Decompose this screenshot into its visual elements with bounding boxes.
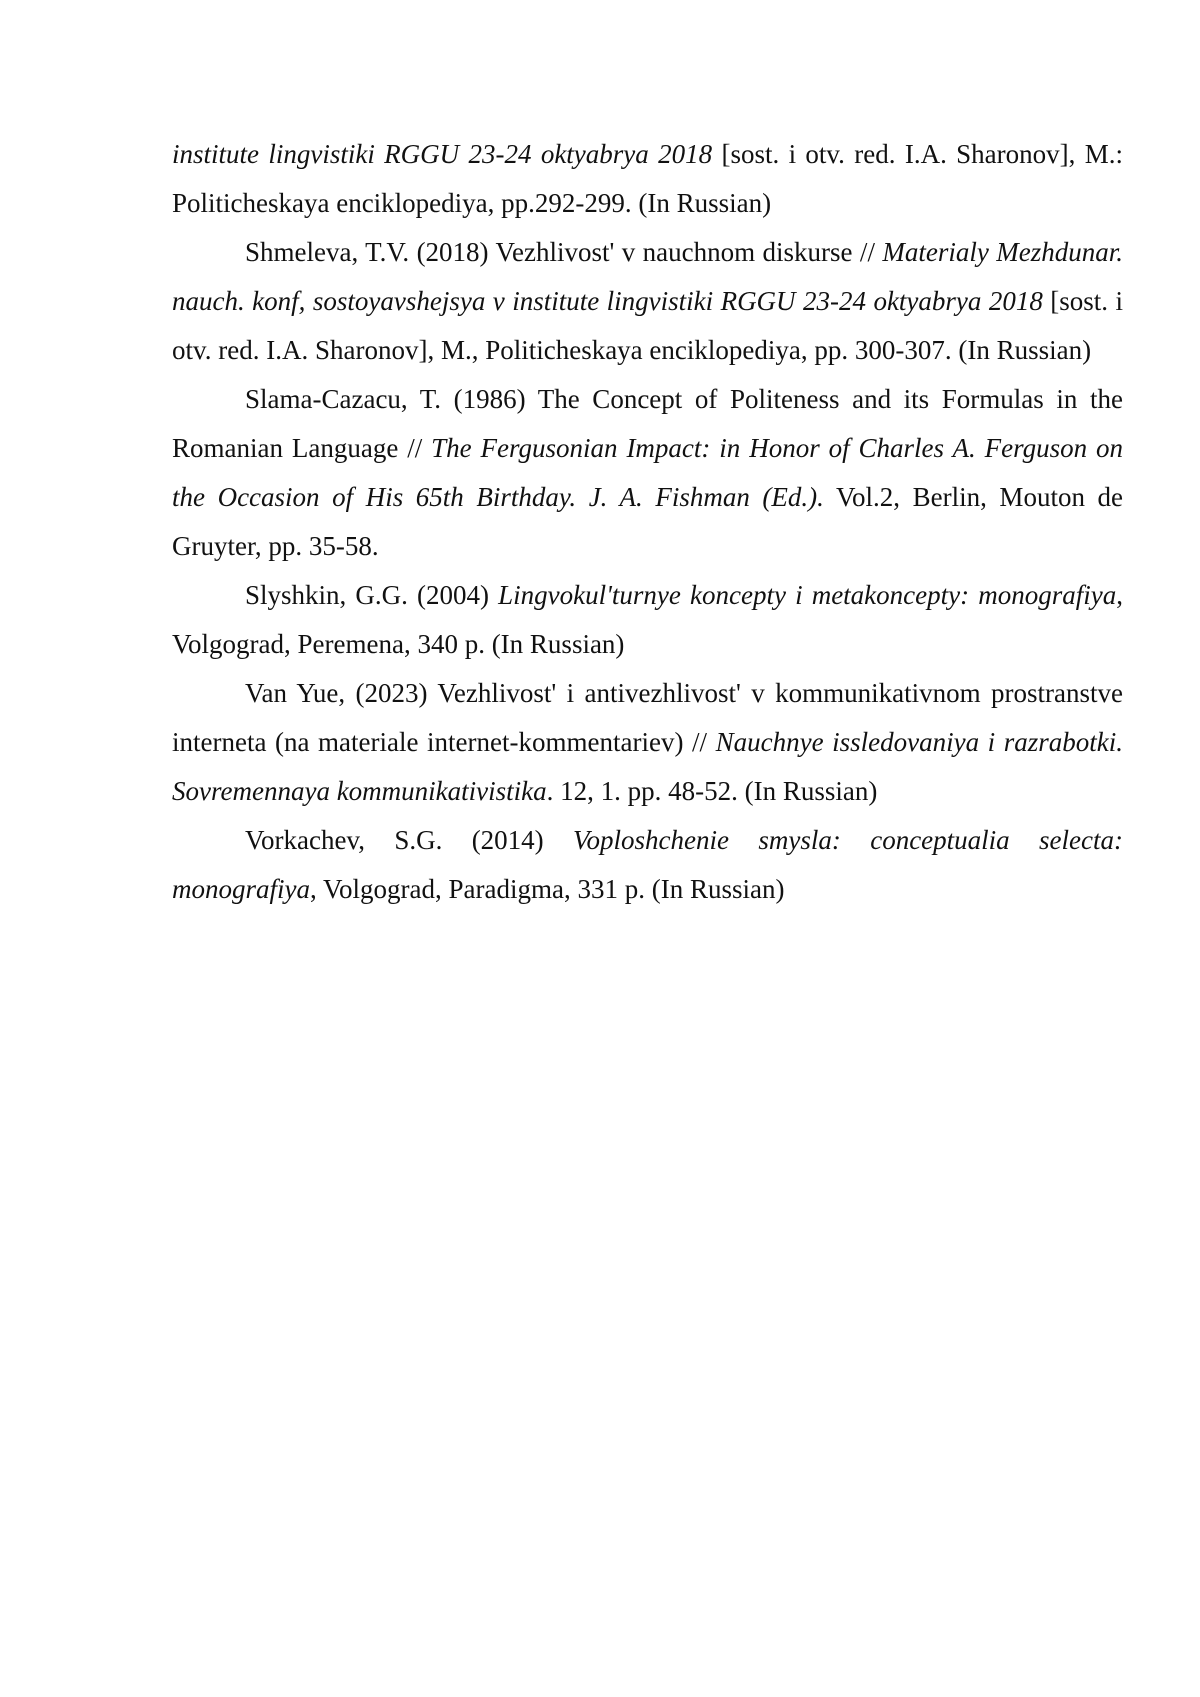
document-page (0, 0, 1200, 1697)
ref-text-segment: Slyshkin, G.G. (2004) (245, 580, 498, 610)
ref-text-segment: [sost. i otv. red. I.A. Sharonov], M., Politicheskaya enciklopediya, pp. 300-307. (In Russian) (172, 286, 1123, 365)
reference-entry-vorkachev (172, 816, 1123, 914)
ref-italic-segment: Nauchnye issledovaniya i razrabotki. Sovremennaya kommunikativistika (172, 727, 1123, 806)
ref-text-segment: Slama-Cazacu, T. (1986) The Concept of Politeness and its Formulas in the Romanian Language // (172, 384, 1123, 463)
ref-text-segment: [sost. i otv. red. I.A. Sharonov], M.: Politicheskaya enciklopediya, pp.292-299. (In Russian) (172, 139, 1123, 218)
reference-list (172, 130, 1123, 914)
ref-text-segment: , Volgograd, Paradigma, 331 p. (In Russian) (310, 874, 784, 904)
reference-entry-slyshkin (172, 571, 1123, 669)
ref-text-segment: . 12, 1. pp. 48-52. (In Russian) (547, 776, 878, 806)
ref-text-segment: , Volgograd, Peremena, 340 p. (In Russian) (172, 580, 1123, 659)
reference-entry-shmeleva (172, 228, 1123, 375)
reference-entry-van-yue (172, 669, 1123, 816)
ref-italic-segment: Materialy Mezhdunar. nauch. konf, sostoyavshejsya v institute lingvistiki RGGU 23-24 oktyabrya 2018 (172, 237, 1123, 316)
ref-text-segment: Shmeleva, T.V. (2018) Vezhlivost' v nauchnom diskurse // (245, 237, 882, 267)
reference-entry-continuation (172, 130, 1123, 228)
ref-italic-segment: Lingvokul'turnye koncepty i metakoncepty: monografiya (498, 580, 1116, 610)
ref-text-segment: Vol.2, Berlin, Mouton de Gruyter, pp. 35-58. (172, 482, 1123, 561)
ref-text-segment: Vorkachev, S.G. (2014) (245, 825, 573, 855)
ref-italic-segment: institute lingvistiki RGGU 23-24 oktyabrya 2018 (172, 139, 712, 169)
ref-text-segment: Van Yue, (2023) Vezhlivost' i antivezhlivost' v kommunikativnom prostranstve interneta (na materiale internet-kommentariev) // (172, 678, 1123, 757)
reference-entry-slama-cazacu (172, 375, 1123, 571)
ref-italic-segment: The Fergusonian Impact: in Honor of Charles A. Ferguson on the Occasion of His 65th Birthday. J. A. Fishman (Ed.). (172, 433, 1123, 512)
ref-italic-segment: Voploshchenie smysla: conceptualia selecta: monografiya (172, 825, 1123, 904)
